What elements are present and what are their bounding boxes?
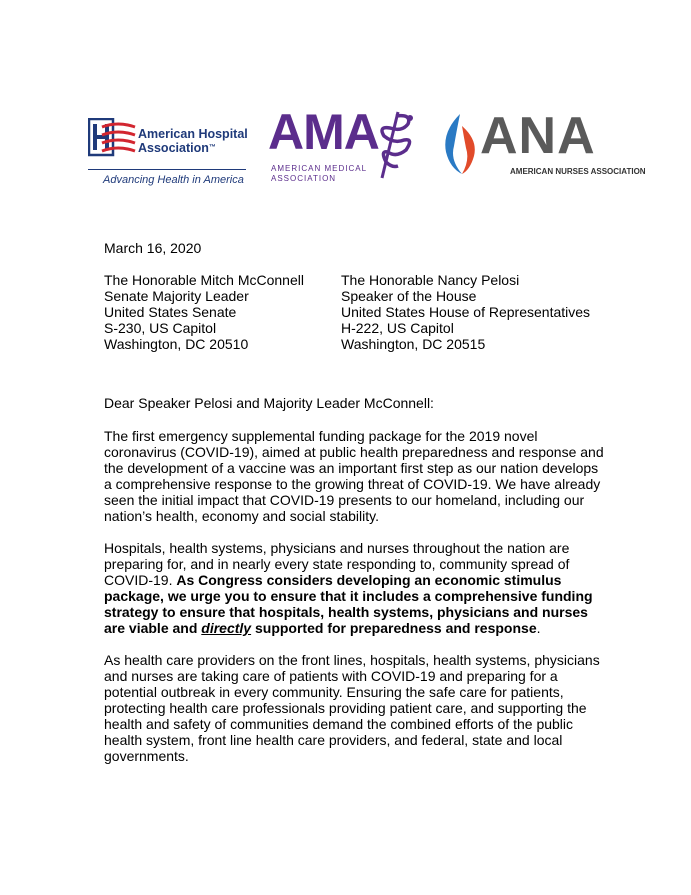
aha-divider xyxy=(88,169,246,170)
paragraph-2-bold-b: supported for preparedness and response xyxy=(251,620,537,636)
letterhead-logos xyxy=(0,104,691,188)
address-line: Washington, DC 20515 xyxy=(341,336,486,352)
paragraph-2-end: . xyxy=(536,620,541,636)
paragraph-2-bold-a: As Congress considers developing an economic stimulus package, we urge you to ensure that it includes a comprehensive funding strategy to ensure that hospitals, health systems, physicians and nurses are viable and xyxy=(104,572,593,636)
salutation: Dear Speaker Pelosi and Majority Leader McConnell: xyxy=(104,395,434,411)
ama-subtitle-line2: ASSOCIATION xyxy=(271,174,337,183)
aha-flag-icon xyxy=(88,118,136,158)
staff-of-asclepius-icon xyxy=(368,108,420,180)
aha-trademark: ™ xyxy=(208,144,216,151)
address-line: United States House of Representatives xyxy=(341,304,591,320)
ana-logo xyxy=(440,107,646,188)
paragraph-2-directly: directly xyxy=(201,620,252,636)
ama-logo xyxy=(268,104,428,188)
address-line: Washington, DC 20510 xyxy=(104,336,249,352)
address-line: United States Senate xyxy=(104,304,237,320)
paragraph-2 xyxy=(104,540,604,636)
recipient-address-left xyxy=(104,272,304,352)
aha-name xyxy=(138,127,248,155)
ama-wordmark: AMA xyxy=(268,104,379,160)
ana-subtitle: AMERICAN NURSES ASSOCIATION xyxy=(510,167,646,176)
paragraph-3: As health care providers on the front lines, hospitals, health systems, physicians and nurses are taking care of patients with COVID-19 and preparing for a potential outbreak in every community. Ensuring the safe care for patients, protecting health care professionals providing patient care, and supporting the health and safety of communities demand the combined efforts of the public health system, front line health care providers, and federal, state and local governments. xyxy=(104,652,600,764)
address-line: Speaker of the House xyxy=(341,288,477,304)
aha-name-line2: Association xyxy=(138,141,209,155)
aha-tagline: Advancing Health in America xyxy=(103,174,244,186)
ama-subtitle xyxy=(271,164,367,184)
aha-name-line1: American Hospital xyxy=(138,127,248,141)
ana-wordmark: ANA xyxy=(480,107,596,165)
letter-date: March 16, 2020 xyxy=(104,240,202,256)
address-line: The Honorable Nancy Pelosi xyxy=(341,272,520,288)
paragraph-2-lead: Hospitals, health systems, physicians and nurses throughout the nation are preparing for, and in nearly every state responding to, community spread of COVID-19. xyxy=(104,540,570,588)
flame-icon xyxy=(440,112,480,176)
recipient-address-right xyxy=(341,272,590,352)
address-line: Senate Majority Leader xyxy=(104,288,249,304)
letter-body xyxy=(104,395,604,780)
aha-logo xyxy=(88,118,258,188)
paragraph-1: The first emergency supplemental funding package for the 2019 novel coronavirus (COVID-19), aimed at public health preparedness and response and the development of a vaccine was an important first step as our nation develops a comprehensive response to the growing threat of COVID-19. We have already seen the initial impact that COVID-19 presents to our homeland, including our nation’s health, economy and social stability. xyxy=(104,428,604,524)
address-line: S-230, US Capitol xyxy=(104,320,217,336)
paragraph-2-emphasis xyxy=(104,572,593,636)
address-line: H-222, US Capitol xyxy=(341,320,454,336)
ama-subtitle-line1: AMERICAN MEDICAL xyxy=(271,164,368,173)
address-line: The Honorable Mitch McConnell xyxy=(104,272,304,288)
